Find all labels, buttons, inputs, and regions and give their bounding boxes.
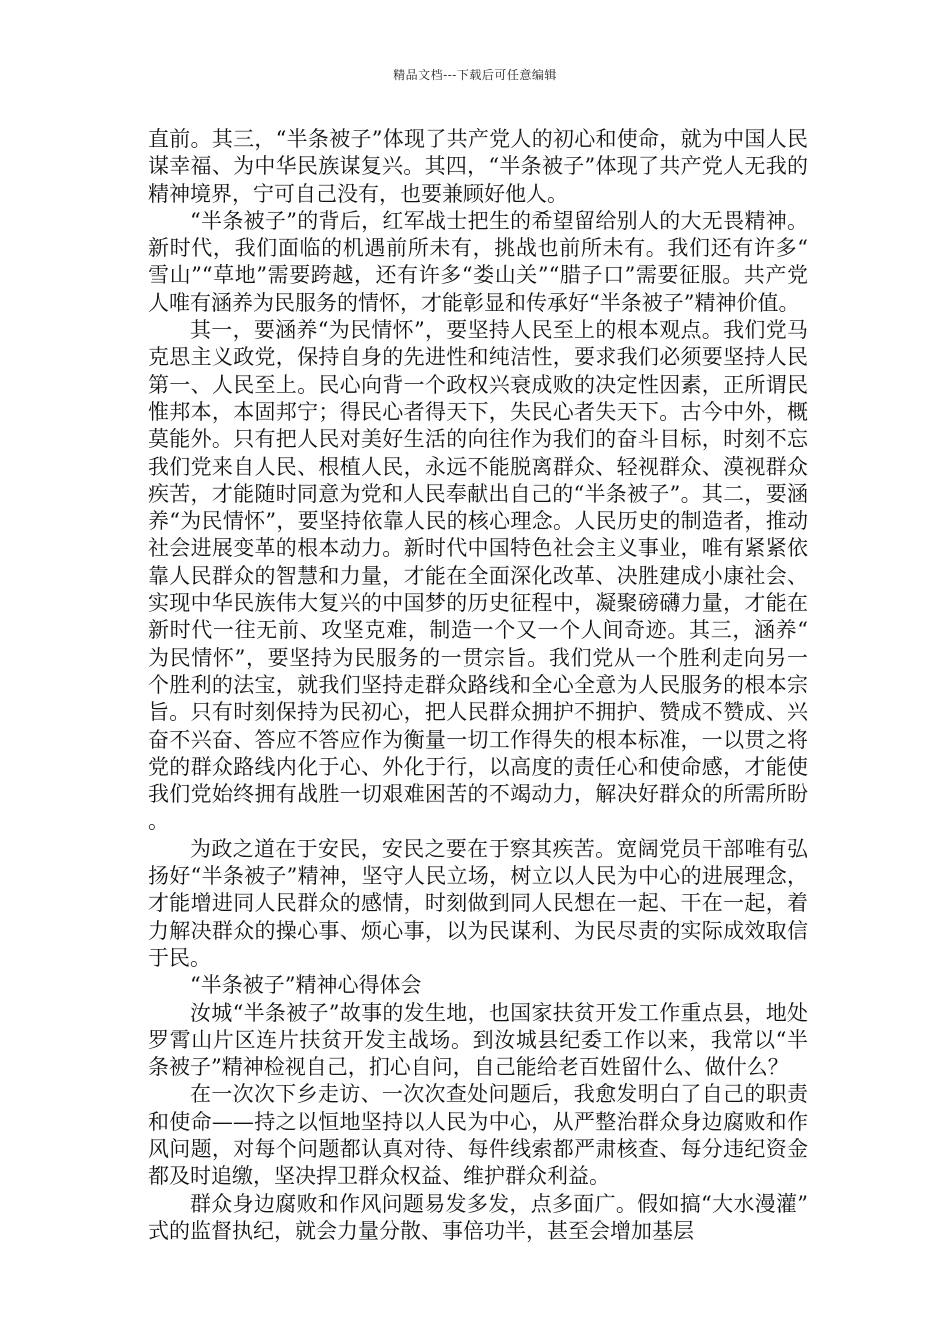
page-header: 精品文档---下载后可任意编辑 xyxy=(393,68,557,82)
paragraph: 其一，要涵养“为民情怀”，要坚持人民至上的根本观点。我们党马克思主义政党，保持自身的先进性和纯洁性，要求我们必须要坚持人民第一、人民至上。民心向背一个政权兴衰成败的决定性因素，正所谓民惟邦本，本固邦宁；得民心者得天下，失民心者失天下。古今中外，概莫能外。只有把人民对美好生活的向往作为我们的奋斗目标，时刻不忘我们党来自人民、根植人民，永远不能脱离群众、轻视群众、漠视群众疾苦，才能随时同意为党和人民奉献出自己的“半条被子”。其二，要涵养“为民情怀”，要坚持依靠人民的核心理念。人民历史的制造者，推动社会进展变革的根本动力。新时代中国特色社会主义事业，唯有紧紧依靠人民群众的智慧和力量，才能在全面深化改革、决胜建成小康社会、实现中华民族伟大复兴的中国梦的历史征程中，凝聚磅礴力量，才能在新时代一往无前、攻坚克难，制造一个又一个人间奇迹。其三，涵养“为民情怀”，要坚持为民服务的一贯宗旨。我们党从一个胜利走向另一个胜利的法宝，就我们坚持走群众路线和全心全意为人民服务的根本宗旨。只有时刻保持为民初心，把人民群众拥护不拥护、赞成不赞成、兴奋不兴奋、答应不答应作为衡量一切工作得失的根本标准，一以贯之将党的群众路线内化于心、外化于行，以高度的责任心和使命感，才能使我们党始终拥有战胜一切艰难困苦的不竭动力，解决好群众的所需所盼。 xyxy=(148,318,808,834)
paragraph: “半条被子”的背后，红军战士把生的希望留给别人的大无畏精神。新时代，我们面临的机遇前所未有，挑战也前所未有。我们还有许多“雪山”“草地”需要跨越，还有许多“娄山关”“腊子口”需要征服。共产党人唯有涵养为民服务的情怀，才能彰显和传承好“半条被子”精神价值。 xyxy=(148,208,808,315)
paragraph: 在一次次下乡走访、一次次查处问题后，我愈发明白了自己的职责和使命——持之以恒地坚持以人民为中心，从严整治群众身边腐败和作风问题，对每个问题都认真对待、每件线索都严肃核查、每分违纪资金都及时追缴，坚决捍卫群众权益、维护群众利益。 xyxy=(148,1082,808,1189)
paragraph: 群众身边腐败和作风问题易发多发，点多面广。假如搞“大水漫灌”式的监督执纪，就会力量分散、事倍功半，甚至会增加基层 xyxy=(148,1191,808,1243)
paragraph: 汝城“半条被子”故事的发生地，也国家扶贫开发工作重点县，地处罗霄山片区连片扶贫开发主战场。到汝城县纪委工作以来，我常以“半条被子”精神检视自己，扪心自问，自己能给老百姓留什么、做什么？ xyxy=(148,1000,808,1080)
paragraph: 为政之道在于安民，安民之要在于察其疾苦。宽阔党员干部唯有弘扬好“半条被子”精神，坚守人民立场，树立以人民为中心的进展理念，才能增进同人民群众的感情，时刻做到同人民想在一起、干在一起，着力解决群众的操心事、烦心事，以为民谋利、为民尽责的实际成效取信于民。 xyxy=(148,836,808,970)
document-body xyxy=(148,126,808,1245)
section-title: “半条被子”精神心得体会 xyxy=(190,973,422,998)
paragraph: 直前。其三，“半条被子”体现了共产党人的初心和使命，就为中国人民谋幸福、为中华民族谋复兴。其四，“半条被子”体现了共产党人无我的精神境界，宁可自己没有，也要兼顾好他人。 xyxy=(148,127,808,206)
